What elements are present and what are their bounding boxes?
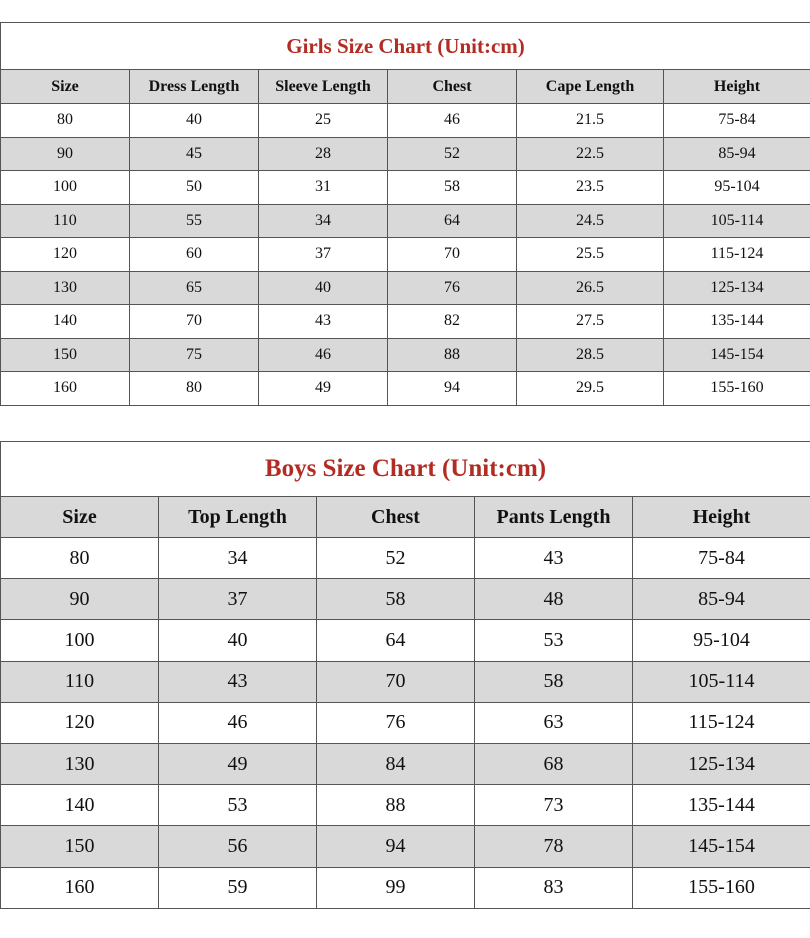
boys-table-cell: 59 [159, 867, 317, 908]
girls-table-cell: 49 [259, 372, 388, 406]
girls-table-cell: 25 [259, 104, 388, 138]
girls-header-size: Size [1, 70, 130, 104]
boys-table-cell: 83 [475, 867, 633, 908]
boys-table-cell: 75-84 [633, 538, 810, 579]
girls-table-cell: 120 [1, 238, 130, 272]
boys-table-cell: 155-160 [633, 867, 810, 908]
girls-table-cell: 46 [388, 104, 517, 138]
girls-table-cell: 27.5 [517, 305, 664, 339]
boys-header-height: Height [633, 497, 810, 538]
boys-chart-title: Boys Size Chart (Unit:cm) [1, 442, 810, 497]
boys-table-cell: 64 [317, 620, 475, 661]
boys-table-cell: 76 [317, 702, 475, 743]
girls-header-chest: Chest [388, 70, 517, 104]
boys-table-cell: 120 [1, 702, 159, 743]
girls-table-cell: 130 [1, 271, 130, 305]
girls-table-cell: 25.5 [517, 238, 664, 272]
girls-table-cell: 29.5 [517, 372, 664, 406]
boys-table-cell: 56 [159, 826, 317, 867]
girls-table-cell: 34 [259, 204, 388, 238]
girls-table-cell: 28.5 [517, 338, 664, 372]
boys-table-cell: 125-134 [633, 743, 810, 784]
girls-table-cell: 100 [1, 171, 130, 205]
girls-table-cell: 150 [1, 338, 130, 372]
girls-table-cell: 40 [130, 104, 259, 138]
boys-header-row [1, 497, 810, 538]
boys-table-cell: 34 [159, 538, 317, 579]
boys-table-cell: 150 [1, 826, 159, 867]
boys-table-row [1, 867, 810, 908]
boys-table-cell: 43 [159, 661, 317, 702]
girls-table-cell: 58 [388, 171, 517, 205]
boys-table-cell: 84 [317, 743, 475, 784]
girls-table-cell: 80 [1, 104, 130, 138]
girls-table-cell: 28 [259, 137, 388, 171]
boys-table-cell: 90 [1, 579, 159, 620]
girls-table-cell: 26.5 [517, 271, 664, 305]
girls-table-cell: 125-134 [664, 271, 810, 305]
boys-table-cell: 46 [159, 702, 317, 743]
boys-table-body [1, 538, 810, 909]
girls-table-cell: 110 [1, 204, 130, 238]
girls-table-cell: 75-84 [664, 104, 810, 138]
boys-header-chest: Chest [317, 497, 475, 538]
boys-table-cell: 37 [159, 579, 317, 620]
boys-table-cell: 63 [475, 702, 633, 743]
girls-size-chart [0, 22, 810, 406]
girls-table-row [1, 204, 810, 238]
girls-table-cell: 160 [1, 372, 130, 406]
girls-header-height: Height [664, 70, 810, 104]
girls-table-cell: 70 [130, 305, 259, 339]
boys-size-table [0, 441, 810, 909]
boys-table-cell: 43 [475, 538, 633, 579]
boys-table-row [1, 661, 810, 702]
boys-table-cell: 160 [1, 867, 159, 908]
girls-table-cell: 60 [130, 238, 259, 272]
girls-table-cell: 40 [259, 271, 388, 305]
girls-table-cell: 37 [259, 238, 388, 272]
boys-table-cell: 135-144 [633, 785, 810, 826]
boys-table-cell: 140 [1, 785, 159, 826]
girls-header-cape-length: Cape Length [517, 70, 664, 104]
girls-table-row [1, 137, 810, 171]
girls-table-cell: 105-114 [664, 204, 810, 238]
boys-table-cell: 85-94 [633, 579, 810, 620]
boys-header-top-length: Top Length [159, 497, 317, 538]
boys-table-cell: 95-104 [633, 620, 810, 661]
boys-table-cell: 78 [475, 826, 633, 867]
boys-table-row [1, 620, 810, 661]
girls-table-row [1, 372, 810, 406]
girls-table-cell: 88 [388, 338, 517, 372]
boys-table-cell: 48 [475, 579, 633, 620]
girls-table-body [1, 104, 810, 406]
girls-table-cell: 21.5 [517, 104, 664, 138]
girls-table-cell: 31 [259, 171, 388, 205]
girls-table-cell: 46 [259, 338, 388, 372]
girls-table-cell: 55 [130, 204, 259, 238]
boys-table-row [1, 579, 810, 620]
boys-table-cell: 80 [1, 538, 159, 579]
girls-table-cell: 95-104 [664, 171, 810, 205]
girls-table-cell: 70 [388, 238, 517, 272]
girls-table-cell: 23.5 [517, 171, 664, 205]
girls-table-cell: 22.5 [517, 137, 664, 171]
girls-table-row [1, 338, 810, 372]
boys-table-cell: 99 [317, 867, 475, 908]
boys-table-cell: 58 [475, 661, 633, 702]
girls-table-cell: 82 [388, 305, 517, 339]
boys-table-cell: 105-114 [633, 661, 810, 702]
girls-table-cell: 43 [259, 305, 388, 339]
girls-table-cell: 155-160 [664, 372, 810, 406]
girls-chart-title: Girls Size Chart (Unit:cm) [1, 23, 810, 70]
girls-table-cell: 145-154 [664, 338, 810, 372]
girls-table-cell: 140 [1, 305, 130, 339]
girls-table-row [1, 305, 810, 339]
girls-table-cell: 52 [388, 137, 517, 171]
girls-table-cell: 24.5 [517, 204, 664, 238]
girls-header-dress-length: Dress Length [130, 70, 259, 104]
girls-header-row [1, 70, 810, 104]
boys-table-row [1, 702, 810, 743]
boys-table-row [1, 785, 810, 826]
boys-table-cell: 68 [475, 743, 633, 784]
boys-table-cell: 100 [1, 620, 159, 661]
boys-table-cell: 53 [475, 620, 633, 661]
boys-size-chart [0, 441, 810, 909]
boys-table-cell: 130 [1, 743, 159, 784]
boys-table-cell: 49 [159, 743, 317, 784]
boys-header-pants-length: Pants Length [475, 497, 633, 538]
boys-table-cell: 40 [159, 620, 317, 661]
girls-table-cell: 65 [130, 271, 259, 305]
boys-table-row [1, 743, 810, 784]
girls-table-row [1, 238, 810, 272]
girls-header-sleeve-length: Sleeve Length [259, 70, 388, 104]
boys-header-size: Size [1, 497, 159, 538]
boys-table-cell: 94 [317, 826, 475, 867]
boys-table-cell: 53 [159, 785, 317, 826]
girls-table-cell: 90 [1, 137, 130, 171]
boys-table-cell: 52 [317, 538, 475, 579]
boys-table-cell: 88 [317, 785, 475, 826]
girls-table-cell: 85-94 [664, 137, 810, 171]
girls-table-cell: 94 [388, 372, 517, 406]
girls-table-cell: 50 [130, 171, 259, 205]
girls-table-cell: 135-144 [664, 305, 810, 339]
boys-table-cell: 115-124 [633, 702, 810, 743]
girls-table-cell: 80 [130, 372, 259, 406]
girls-table-cell: 76 [388, 271, 517, 305]
girls-table-row [1, 271, 810, 305]
boys-table-row [1, 538, 810, 579]
boys-table-cell: 145-154 [633, 826, 810, 867]
girls-table-cell: 75 [130, 338, 259, 372]
boys-table-cell: 110 [1, 661, 159, 702]
boys-table-row [1, 826, 810, 867]
boys-table-cell: 70 [317, 661, 475, 702]
girls-table-row [1, 171, 810, 205]
girls-size-table [0, 22, 810, 406]
girls-table-cell: 45 [130, 137, 259, 171]
boys-table-cell: 73 [475, 785, 633, 826]
boys-table-cell: 58 [317, 579, 475, 620]
girls-table-cell: 64 [388, 204, 517, 238]
girls-table-row [1, 104, 810, 138]
girls-table-cell: 115-124 [664, 238, 810, 272]
